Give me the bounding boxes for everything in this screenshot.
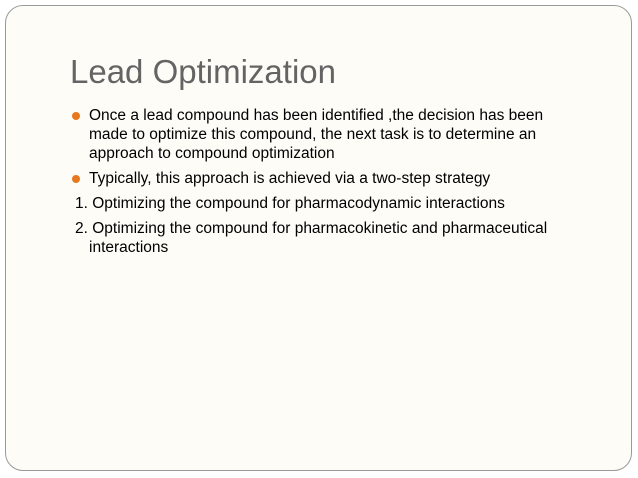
orange-dot-bullet-icon	[72, 175, 80, 183]
slide-title: Lead Optimization	[70, 53, 336, 90]
slide-content	[70, 106, 580, 263]
bullet-text: Once a lead compound has been identified ,the decision has been made to optimize this compound, the next task is to determine an approach to compound optimization	[89, 107, 544, 162]
bullet-item-two-step-strategy	[70, 169, 580, 188]
step-item-pharmacodynamic: 1. Optimizing the compound for pharmacodynamic interactions	[75, 195, 505, 212]
step-item-pharmacokinetic: 2. Optimizing the compound for pharmacokinetic and pharmaceutical interactions	[75, 220, 548, 256]
bullet-item-lead-identified	[70, 106, 580, 163]
bullet-text: Typically, this approach is achieved via a two-step strategy	[89, 170, 491, 187]
orange-dot-bullet-icon	[72, 112, 80, 120]
